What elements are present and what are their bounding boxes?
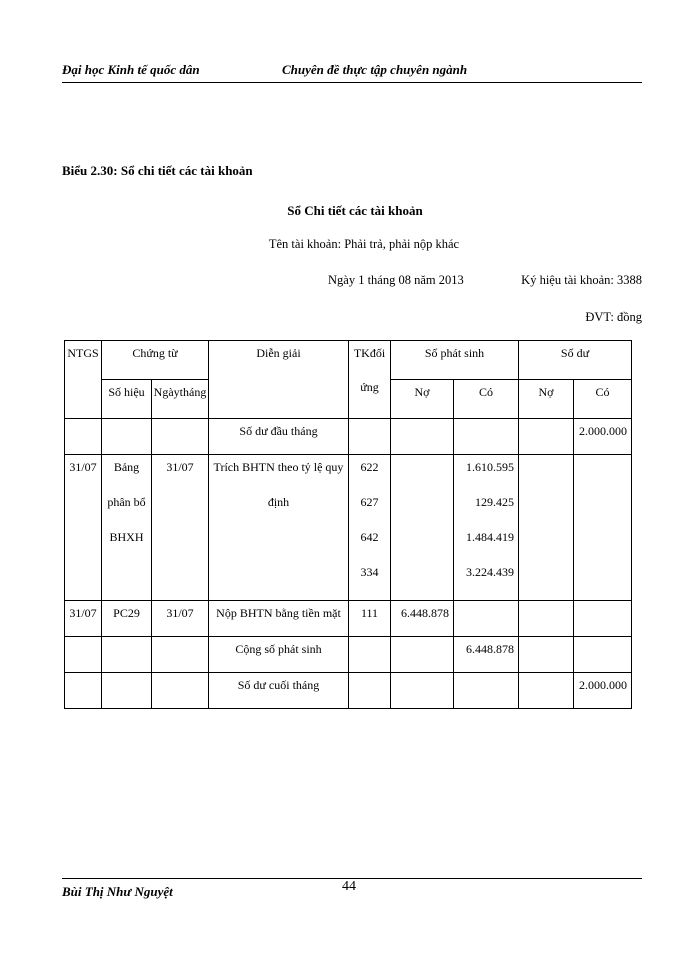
- total-label: Cộng số phát sinh: [209, 637, 349, 673]
- entry1-dien-giai-line: định: [267, 495, 290, 509]
- entry1-co: [454, 455, 519, 601]
- entry1-tk-value: 642: [360, 530, 379, 544]
- header-rule: [62, 82, 642, 83]
- opening-du-co: 2.000.000: [574, 419, 632, 455]
- header-report-title: Chuyên đề thực tập chuyên ngành: [282, 62, 468, 77]
- entry1-tk-value: 334: [360, 565, 379, 579]
- entry2-ngay: 31/07: [152, 601, 209, 637]
- table-row: [65, 601, 632, 637]
- col-tk-doi-ung: [349, 341, 391, 419]
- entry1-co-value: 129.425: [475, 495, 514, 509]
- table-row: [65, 419, 632, 455]
- entry1-so-hieu-line: phân bổ: [107, 495, 146, 509]
- col-chung-tu: Chứng từ: [102, 341, 209, 380]
- col-phat-sinh-co: Có: [454, 380, 519, 419]
- col-ngay-thang: Ngàytháng: [152, 380, 209, 419]
- entry1-co-value: 1.610.595: [466, 460, 514, 474]
- header-university: Đại học Kinh tế quốc dân: [62, 62, 200, 77]
- footer-author: Bùi Thị Như Nguyệt: [62, 884, 173, 899]
- entry1-so-hieu-line: Bảng: [113, 460, 140, 474]
- closing-du-co: 2.000.000: [574, 673, 632, 709]
- table-row: [65, 673, 632, 709]
- total-co: 6.448.878: [454, 637, 519, 673]
- entry2-dien-giai: Nộp BHTN bằng tiền mặt: [209, 601, 349, 637]
- figure-caption: Biểu 2.30: Sổ chi tiết các tài khoản: [62, 163, 253, 178]
- col-phat-sinh-no: Nợ: [391, 380, 454, 419]
- entry1-co-value: 1.484.419: [466, 530, 514, 544]
- ledger-date: Ngày 1 tháng 08 năm 2013: [328, 273, 464, 287]
- entry1-ngay: 31/07: [152, 455, 209, 601]
- ledger-title: Sổ Chi tiết các tài khoản: [287, 203, 423, 218]
- entry1-tk-value: 627: [360, 495, 379, 509]
- entry1-so-hieu-line: BHXH: [109, 530, 144, 544]
- entry1-tk: [349, 455, 391, 601]
- entry2-ntgs: 31/07: [65, 601, 102, 637]
- entry1-co-value: 3.224.439: [466, 565, 514, 579]
- page-number: 44: [342, 879, 356, 894]
- col-du-co: Có: [574, 380, 632, 419]
- col-so-du: Số dư: [519, 341, 632, 380]
- opening-label: Số dư đầu tháng: [209, 419, 349, 455]
- ledger-table: [64, 340, 632, 709]
- entry1-so-hieu: [102, 455, 152, 601]
- col-ntgs: NTGS: [65, 341, 102, 419]
- table-row: [65, 455, 632, 601]
- entry2-tk: 111: [349, 601, 391, 637]
- entry1-dien-giai-line: Trích BHTN theo tỷ lệ quy: [213, 460, 344, 474]
- account-code: Ký hiệu tài khoản: 3388: [521, 273, 642, 287]
- col-tk-ung-label: ứng: [360, 380, 379, 394]
- table-row: [65, 637, 632, 673]
- account-name: Tên tài khoản: Phải trả, phải nộp khác: [268, 237, 460, 251]
- col-so-hieu: Số hiệu: [102, 380, 152, 419]
- col-du-no: Nợ: [519, 380, 574, 419]
- currency-unit: ĐVT: đồng: [585, 310, 642, 324]
- col-dien-giai: Diễn giải: [209, 341, 349, 419]
- entry1-tk-value: 622: [360, 460, 379, 474]
- col-so-phat-sinh: Số phát sinh: [391, 341, 519, 380]
- entry1-dien-giai: [209, 455, 349, 601]
- entry2-no: 6.448.878: [391, 601, 454, 637]
- entry2-so-hieu: PC29: [102, 601, 152, 637]
- entry1-ntgs: 31/07: [65, 455, 102, 601]
- closing-label: Số dư cuối tháng: [209, 673, 349, 709]
- col-tk-doi-label: TKđối: [353, 346, 386, 360]
- table-header-row: [65, 341, 632, 380]
